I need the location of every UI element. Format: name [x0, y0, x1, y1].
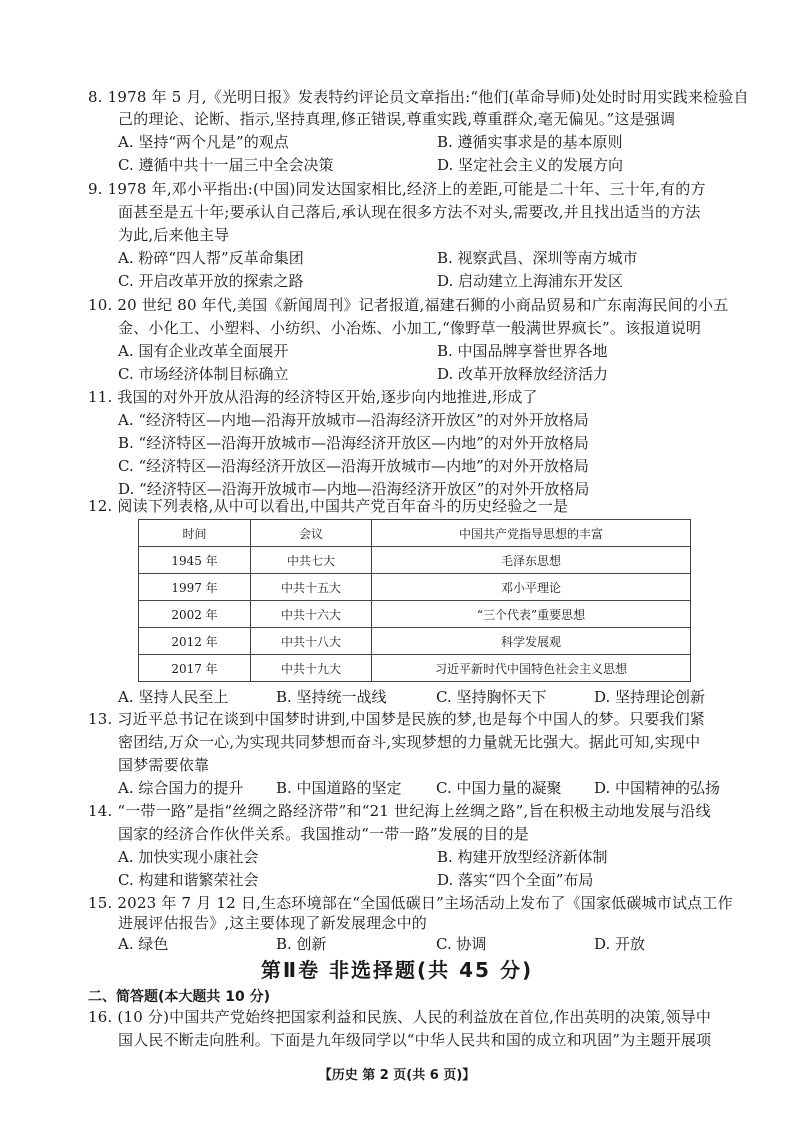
question-9-option-b: B. 视察武昌、深圳等南方城市 [437, 249, 638, 267]
question-13-option-a: A. 综合国力的提升 [118, 779, 244, 797]
question-11-option-b: B. “经济特区—沿海开放城市—沿海经济开放区—内地”的对外开放格局 [118, 434, 589, 452]
question-9-option-a: A. 粉碎“四人帮”反革命集团 [118, 249, 304, 267]
question-12-option-c: C. 坚持胸怀天下 [436, 688, 547, 706]
question-13-text: 密团结,万众一心,为实现共同梦想而奋斗,实现梦想的力量就无比强大。据此可知,实现中 [118, 733, 701, 751]
table-cell-theory: 科学发展观 [372, 628, 691, 655]
question-8-option-a: A. 坚持“两个凡是”的观点 [118, 133, 289, 151]
question-15-option-b: B. 创新 [276, 935, 327, 953]
table-row [139, 547, 691, 574]
question-15-option-c: C. 协调 [436, 935, 487, 953]
table-row [139, 655, 691, 682]
question-12-text: 12. 阅读下列表格,从中可以看出,中国共产党百年奋斗的历史经验之一是 [88, 497, 569, 515]
question-14-option-d: D. 落实“四个全面”布局 [437, 871, 594, 889]
question-15-text: 15. 2023 年 7 月 12 日,生态环境部在“全国低碳日”主场活动上发布了《国家低碳城市试点工作 [88, 894, 733, 912]
table-cell-theory: “三个代表”重要思想 [372, 601, 691, 628]
question-15-option-a: A. 绿色 [118, 935, 169, 953]
question-10-text: 10. 20 世纪 80 年代,美国《新闻周刊》记者报道,福建石狮的小商品贸易和广东南海民间的小五 [88, 296, 729, 314]
table-cell-meeting: 中共十五大 [251, 574, 372, 601]
table-header-cell: 中国共产党指导思想的丰富 [372, 520, 691, 547]
question-13-option-c: C. 中国力量的凝聚 [436, 779, 562, 797]
question-9-option-d: D. 启动建立上海浦东开发区 [437, 272, 624, 290]
table-row [139, 628, 691, 655]
question-8-text: 8. 1978 年 5 月,《光明日报》发表特约评论员文章指出:“他们(革命导师)处处时时用实践来检验自 [88, 88, 749, 106]
table-cell-year: 2017 年 [139, 655, 251, 682]
table-cell-meeting: 中共十八大 [251, 628, 372, 655]
table-cell-meeting: 中共七大 [251, 547, 372, 574]
question-11-option-c: C. “经济特区—沿海经济开放区—沿海开放城市—内地”的对外开放格局 [118, 457, 589, 475]
question-10-option-d: D. 改革开放释放经济活力 [437, 365, 609, 383]
question-16-text: 国人民不断走向胜利。下面是九年级同学以“中华人民共和国的成立和巩固”为主题开展项 [118, 1031, 712, 1049]
table-cell-meeting: 中共十九大 [251, 655, 372, 682]
question-8-option-d: D. 坚定社会主义的发展方向 [437, 156, 624, 174]
question-10-option-c: C. 市场经济体制目标确立 [118, 365, 289, 383]
table-cell-year: 2002 年 [139, 601, 251, 628]
page-footer: 【历史 第 2 页(共 6 页)】 [318, 1068, 476, 1083]
table-header-row [139, 520, 691, 547]
question-11-text: 11. 我国的对外开放从沿海的经济特区开始,逐步向内地推进,形成了 [88, 388, 538, 406]
question-10-option-b: B. 中国品牌享誉世界各地 [437, 342, 608, 360]
question-13-option-b: B. 中国道路的坚定 [276, 779, 402, 797]
question-9-option-c: C. 开启改革开放的探索之路 [118, 272, 304, 290]
question-10-text: 金、小化工、小塑料、小纺织、小冶炼、小加工,“像野草一般满世界疯长”。该报道说明 [118, 319, 702, 337]
question-13-text: 国梦需要依靠 [118, 756, 210, 774]
question-8-text: 己的理论、论断、指示,坚持真理,修正错误,尊重实践,尊重群众,毫无偏见。”这是强调 [118, 110, 676, 128]
question-12-option-a: A. 坚持人民至上 [118, 688, 229, 706]
question-8-option-b: B. 遵循实事求是的基本原则 [437, 133, 623, 151]
table-header-cell: 会议 [251, 520, 372, 547]
question-14-text: 国家的经济合作伙伴关系。我国推动“一带一路”发展的目的是 [118, 825, 529, 843]
table-cell-year: 1945 年 [139, 547, 251, 574]
question-11-option-a: A. “经济特区—内地—沿海开放城市—沿海经济开放区”的对外开放格局 [118, 411, 589, 429]
table-row [139, 601, 691, 628]
question-12-option-d: D. 坚持理论创新 [594, 688, 706, 706]
table-header-cell: 时间 [139, 520, 251, 547]
question-8-option-c: C. 遵循中共十一届三中全会决策 [118, 156, 334, 174]
question-9-text: 面甚至是五十年;要承认自己落后,承认现在很多方法不对头,需要改,并且找出适当的方法 [118, 203, 701, 221]
table-cell-year: 1997 年 [139, 574, 251, 601]
table-cell-meeting: 中共十六大 [251, 601, 372, 628]
question-9-text: 为此,后来他主导 [118, 226, 230, 244]
question-16-text: 16. (10 分)中国共产党始终把国家利益和民族、人民的利益放在首位,作出英明的决策,领导中 [88, 1008, 712, 1026]
question-13-text: 13. 习近平总书记在谈到中国梦时讲到,中国梦是民族的梦,也是每个中国人的梦。只要我们紧 [88, 710, 705, 728]
question-11-option-d: D. “经济特区—沿海开放城市—内地—沿海经济开放区”的对外开放格局 [118, 480, 590, 498]
question-15-option-d: D. 开放 [594, 935, 646, 953]
volume-title: 第Ⅱ卷 非选择题(共 45 分) [260, 958, 534, 982]
table-cell-year: 2012 年 [139, 628, 251, 655]
history-table [138, 519, 691, 682]
table-cell-theory: 习近平新时代中国特色社会主义思想 [372, 655, 691, 682]
table-cell-theory: 邓小平理论 [372, 574, 691, 601]
question-10-option-a: A. 国有企业改革全面展开 [118, 342, 289, 360]
section-title: 二、简答题(本大题共 10 分) [88, 989, 271, 1005]
question-14-option-b: B. 构建开放型经济新体制 [437, 848, 608, 866]
question-15-text: 进展评估报告》,这主要体现了新发展理念中的 [118, 914, 427, 932]
table-row [139, 574, 691, 601]
question-13-option-d: D. 中国精神的弘扬 [594, 779, 721, 797]
question-9-text: 9. 1978 年,邓小平指出:(中国)同发达国家相比,经济上的差距,可能是二十年、三十年,有的方 [88, 180, 706, 198]
question-14-text: 14. “一带一路”是指“丝绸之路经济带”和“21 世纪海上丝绸之路”,旨在积极主动地发展与沿线 [88, 802, 711, 820]
question-12-option-b: B. 坚持统一战线 [276, 688, 387, 706]
question-14-option-a: A. 加快实现小康社会 [118, 848, 259, 866]
question-14-option-c: C. 构建和谐繁荣社会 [118, 871, 259, 889]
table-cell-theory: 毛泽东思想 [372, 547, 691, 574]
